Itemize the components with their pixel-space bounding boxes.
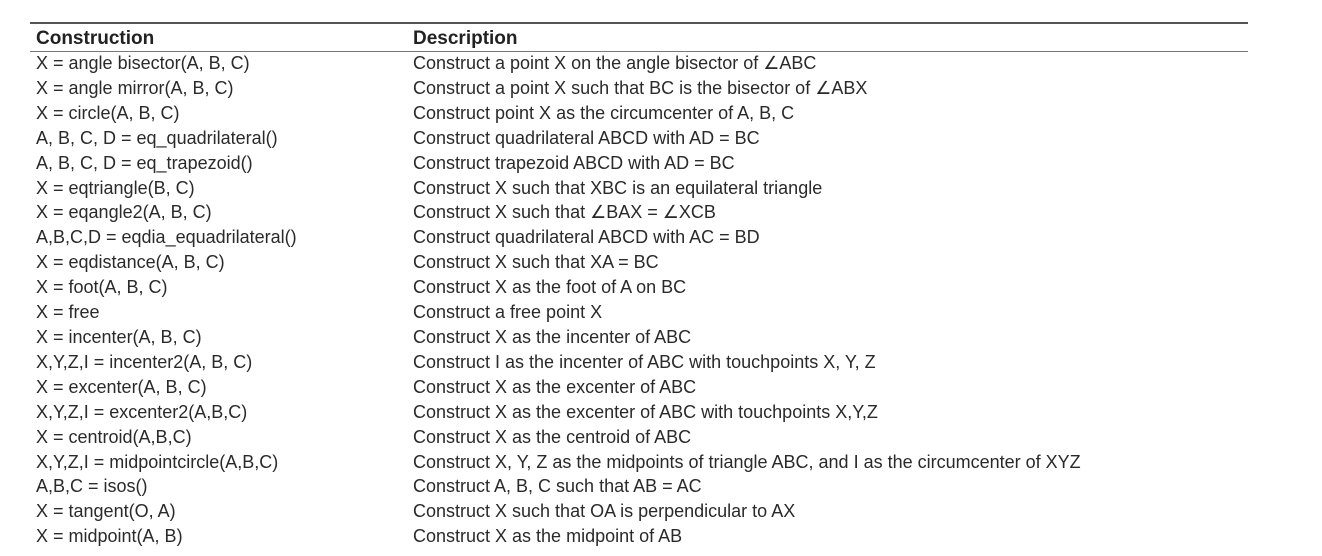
description-cell: Construct X as the foot of A on BC: [413, 277, 687, 298]
description-cell: Construct X such that XBC is an equilateral triangle: [413, 177, 823, 198]
construction-cell: A,B,C,D = eqdia_equadrilateral(): [36, 227, 297, 248]
construction-cell: X = foot(A, B, C): [36, 277, 168, 298]
construction-cell: A, B, C, D = eq_trapezoid(): [36, 152, 253, 173]
construction-cell: X = angle mirror(A, B, C): [36, 77, 234, 98]
construction-cell: A, B, C, D = eq_quadrilateral(): [36, 127, 278, 148]
construction-cell: X,Y,Z,I = incenter2(A, B, C): [36, 351, 253, 372]
description-cell: Construct X, Y, Z as the midpoints of triangle ABC, and I as the circumcenter of XYZ: [413, 451, 1081, 472]
page-bottom-edge: [0, 549, 1322, 556]
construction-cell: X = angle bisector(A, B, C): [36, 53, 250, 73]
construction-cell: X,Y,Z,I = excenter2(A,B,C): [36, 401, 248, 422]
table-row: [30, 350, 1248, 375]
table-row: [30, 474, 1248, 499]
description-cell: Construct X such that ∠BAX = ∠XCB: [413, 202, 716, 223]
construction-cell: X = eqdistance(A, B, C): [36, 252, 225, 273]
description-cell: Construct trapezoid ABCD with AD = BC: [413, 152, 735, 173]
table-row: [30, 101, 1248, 126]
construction-table: [30, 26, 1248, 549]
table-row: [30, 375, 1248, 400]
description-cell: Construct a free point X: [413, 302, 603, 323]
construction-cell: X = tangent(O, A): [36, 501, 176, 522]
description-cell: Construct X as the midpoint of AB: [413, 526, 683, 547]
table-row: [30, 300, 1248, 325]
description-cell: Construct a point X on the angle bisector of ∠ABC: [413, 53, 817, 73]
table-row: [30, 450, 1248, 475]
table-row: [30, 76, 1248, 101]
construction-cell: X = eqangle2(A, B, C): [36, 202, 212, 223]
construction-cell: A,B,C = isos(): [36, 476, 148, 497]
table-row: [30, 325, 1248, 350]
description-cell: Construct X such that XA = BC: [413, 252, 659, 273]
column-header-construction: Construction: [36, 27, 155, 49]
table-header-row: [30, 26, 1248, 51]
table-row: [30, 200, 1248, 225]
table-row: [30, 524, 1248, 549]
description-cell: Construct X such that OA is perpendicular to AX: [413, 501, 796, 522]
description-cell: Construct X as the excenter of ABC: [413, 376, 697, 397]
table-row: [30, 425, 1248, 450]
table-row: [30, 499, 1248, 524]
description-cell: Construct X as the excenter of ABC with touchpoints X,Y,Z: [413, 401, 878, 422]
construction-cell: X = excenter(A, B, C): [36, 376, 207, 397]
description-cell: Construct quadrilateral ABCD with AC = BD: [413, 227, 760, 248]
construction-cell: X = eqtriangle(B, C): [36, 177, 195, 198]
table-row: [30, 176, 1248, 201]
column-header-description: Description: [413, 27, 518, 49]
table-row: [30, 151, 1248, 176]
table-row: [30, 400, 1248, 425]
construction-cell: X = midpoint(A, B): [36, 526, 183, 547]
table-row: [30, 126, 1248, 151]
construction-cell: X = free: [36, 302, 100, 323]
table-row: [30, 275, 1248, 300]
table-top-rule: [30, 22, 1248, 24]
description-cell: Construct point X as the circumcenter of A, B, C: [413, 102, 795, 123]
description-cell: Construct X as the centroid of ABC: [413, 426, 692, 447]
description-cell: Construct I as the incenter of ABC with touchpoints X, Y, Z: [413, 351, 876, 372]
table-row: [30, 51, 1248, 76]
construction-cell: X = centroid(A,B,C): [36, 426, 192, 447]
description-cell: Construct A, B, C such that AB = AC: [413, 476, 702, 497]
construction-cell: X = circle(A, B, C): [36, 102, 180, 123]
description-cell: Construct a point X such that BC is the bisector of ∠ABX: [413, 77, 868, 98]
table-row: [30, 250, 1248, 275]
description-cell: Construct X as the incenter of ABC: [413, 326, 692, 347]
table-row: [30, 225, 1248, 250]
construction-cell: X = incenter(A, B, C): [36, 326, 202, 347]
construction-cell: X,Y,Z,I = midpointcircle(A,B,C): [36, 451, 279, 472]
description-cell: Construct quadrilateral ABCD with AD = BC: [413, 127, 760, 148]
